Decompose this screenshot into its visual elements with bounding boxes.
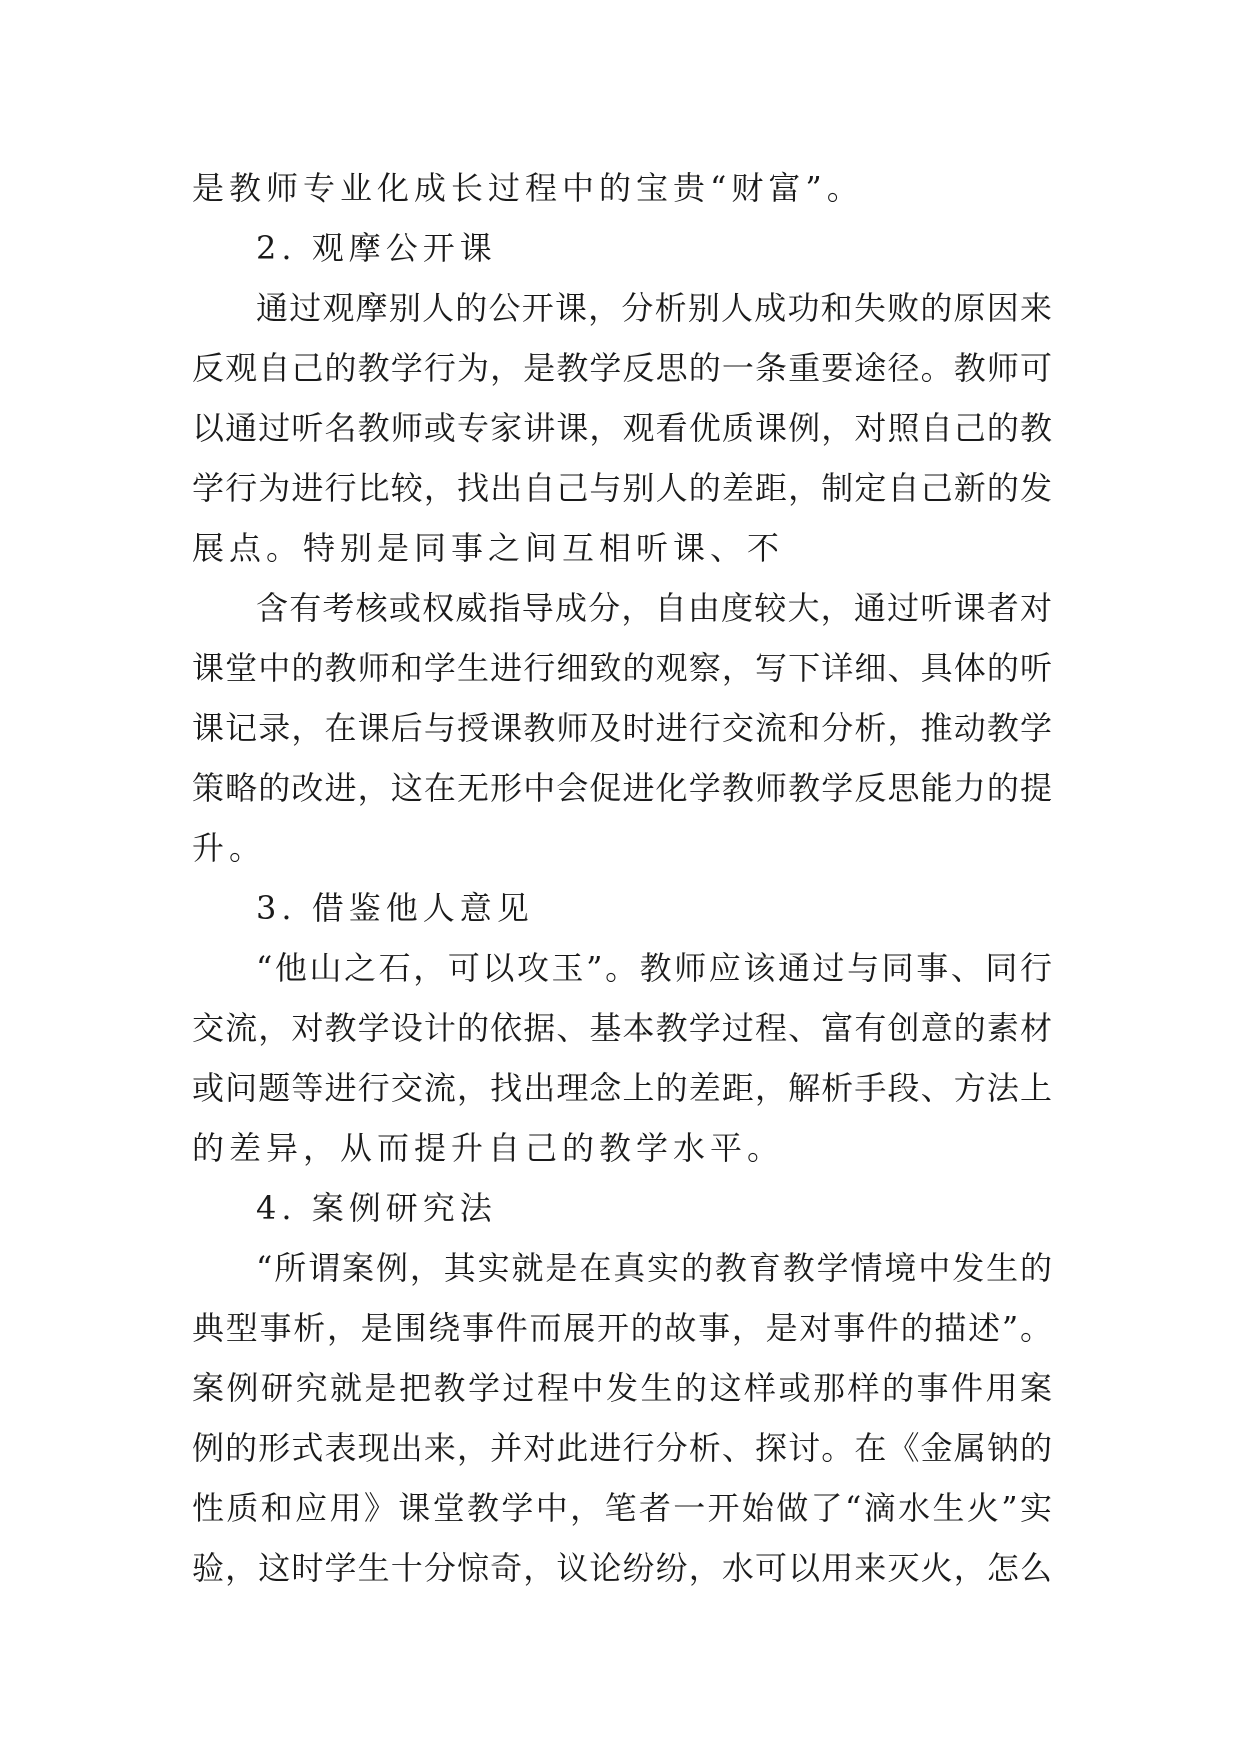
text-line: 性质和应用》课堂教学中，笔者一开始做了“滴水生火”实 bbox=[192, 1489, 1052, 1527]
text-line: 升。 bbox=[192, 829, 267, 867]
text-line: 含有考核或权威指导成分，自由度较大，通过听课者对 bbox=[256, 589, 1052, 627]
text-line: 是教师专业化成长过程中的宝贵“财富”。 bbox=[192, 169, 864, 207]
text-line: 验，这时学生十分惊奇，议论纷纷，水可以用来灭火，怎么 bbox=[192, 1549, 1052, 1587]
text-line: 案例研究就是把教学过程中发生的这样或那样的事件用案 bbox=[192, 1369, 1052, 1407]
text-line: “他山之石，可以攻玉”。教师应该通过与同事、同行 bbox=[256, 949, 1052, 987]
text-line: 以通过听名教师或专家讲课，观看优质课例，对照自己的教 bbox=[192, 409, 1052, 447]
text-line: 课堂中的教师和学生进行细致的观察，写下详细、具体的听 bbox=[192, 649, 1052, 687]
section-heading: 2. 观摩公开课 bbox=[256, 229, 497, 267]
text-line: 交流，对教学设计的依据、基本教学过程、富有创意的素材 bbox=[192, 1009, 1052, 1047]
text-line: 通过观摩别人的公开课，分析别人成功和失败的原因来 bbox=[256, 289, 1052, 327]
text-line: 典型事析，是围绕事件而展开的故事，是对事件的描述”。 bbox=[192, 1309, 1052, 1347]
text-line: 课记录，在课后与授课教师及时进行交流和分析，推动教学 bbox=[192, 709, 1052, 747]
text-line: 例的形式表现出来，并对此进行分析、探讨。在《金属钠的 bbox=[192, 1429, 1052, 1467]
text-line: 展点。特别是同事之间互相听课、不 bbox=[192, 529, 785, 567]
text-line: 策略的改进，这在无形中会促进化学教师教学反思能力的提 bbox=[192, 769, 1052, 807]
text-line: 反观自己的教学行为，是教学反思的一条重要途径。教师可 bbox=[192, 349, 1052, 387]
section-heading: 3. 借鉴他人意见 bbox=[256, 889, 534, 927]
text-line: “所谓案例，其实就是在真实的教育教学情境中发生的 bbox=[256, 1249, 1052, 1287]
text-line: 或问题等进行交流，找出理念上的差距，解析手段、方法上 bbox=[192, 1069, 1052, 1107]
section-heading: 4. 案例研究法 bbox=[256, 1189, 497, 1227]
text-line: 的差异，从而提升自己的教学水平。 bbox=[192, 1129, 785, 1167]
text-line: 学行为进行比较，找出自己与别人的差距，制定自己新的发 bbox=[192, 469, 1052, 507]
